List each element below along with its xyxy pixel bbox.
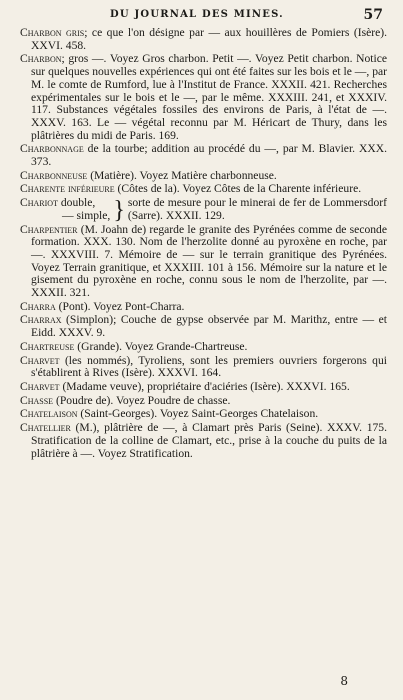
bracket-term-1: double, <box>60 196 96 210</box>
entry-head: Charbon <box>20 52 62 66</box>
entry-text: de la tourbe; addition au procédé du —, par M. Blavier. XXX. 373. <box>31 142 387 169</box>
entry-head: Charvet <box>20 379 60 393</box>
page-number: 57 <box>363 7 383 23</box>
entry-text: (Pont). Voyez Pont-Charra. <box>55 299 185 313</box>
entry-text: (M. Joahn de) regarde le granite des Pyrénées comme de seconde formation. XXX. 130. Nom de l'herzolite donné au pyroxène en roche, par —. XXXVIII. 7. Mémoire de — sur le terrain granitique des Pyrénées. Voyez Terrain granitique, et XXXIII. 101 à 156. Mémoire sur la nature et le gisement du pyroxène en roche, connu sous le nom de l'herzolite, par —. XXXII. 321. <box>31 222 387 300</box>
entry-head: Chartreuse <box>20 339 75 353</box>
entry-text: (M.), plâtrière de —, à Clamart près Paris (Seine). XXXV. 175. Stratification de la colline de Clamart, etc., prise à la couche du puits de la plâtrière à —. Voyez Stratification. <box>31 421 387 460</box>
entry-text: (Grande). Voyez Grande-Chartreuse. <box>74 339 248 353</box>
index-entry <box>20 183 387 196</box>
index-entry <box>20 341 387 354</box>
entry-head: Charvet <box>20 353 60 367</box>
index-entry <box>20 422 387 460</box>
index-entry <box>20 224 387 300</box>
entry-text: ; gros —. Voyez Gros charbon. Petit —. Voyez Petit charbon. Notice sur quelques nouvelles expériences qui ont été faites sur les bois et le —, par M. le comte de Rumford, lue à l'Institut de France. XXXII. 421. Recherches expérimentales sur le bois et le —, par le même. XXXIII. 241, et XXXIV. 117. Substances végétales fossiles des environs de Paris, à l'état de —. XXXV. 163. Le — végétal reconnu par M. Héricart de Thury, dans les plâtrières du midi de Paris. 169. <box>31 52 387 142</box>
index-entry <box>20 395 387 408</box>
entry-text: sorte de mesure pour le minerai de fer de Lommersdorf (Sarre). XXXII. 129. <box>127 196 387 222</box>
entry-text: (Madame veuve), propriétaire d'aciéries (Isère). XXXVI. 165. <box>59 379 350 393</box>
entry-text: (Matière). Voyez Matière charbonneuse. <box>87 168 277 182</box>
index-entry <box>20 314 387 339</box>
entry-head: Charbon gris <box>20 26 85 39</box>
entry-text: (les nommés), Tyroliens, sont les premiers ouvriers forgerons qui s'établirent à Rives (Isère). XXXVI. 164. <box>31 353 387 380</box>
index-entry <box>20 143 387 168</box>
curly-brace-icon: } <box>113 196 125 224</box>
page-header <box>0 7 403 25</box>
entry-text: (Simplon); Couche de gypse observée par M. Marithz, entre — et Eidd. XXXV. 9. <box>31 313 387 340</box>
entry-head: Chatelaison <box>20 407 78 421</box>
index-entry <box>20 355 387 380</box>
entry-head: Charente inférieure <box>20 182 115 196</box>
entry-head: Charra <box>20 299 56 313</box>
entry-head: Charrax <box>20 313 62 327</box>
entry-text: (Côtes de la). Voyez Côtes de la Charente inférieure. <box>114 182 362 196</box>
index-entry <box>20 27 387 52</box>
entry-head: Charbonneuse <box>20 168 88 182</box>
bracket-term-2: — simple, <box>62 208 111 222</box>
index-entry <box>20 301 387 314</box>
entry-text: ; ce que l'on désigne par — aux houillères de Pomiers (Isère). XXVI. 458. <box>31 26 387 52</box>
entry-head: Chasse <box>20 393 54 407</box>
index-entry <box>20 53 387 142</box>
entry-head: Chatellier <box>20 421 71 435</box>
index-entry <box>20 381 387 394</box>
index-entry <box>20 170 387 183</box>
entry-head: Charpentier <box>20 222 78 236</box>
index-entry-bracketed <box>20 197 387 222</box>
entry-text: (Poudre de). Voyez Poudre de chasse. <box>53 393 231 407</box>
running-title: DU JOURNAL DES MINES. <box>110 9 284 20</box>
entry-head: Chariot <box>20 196 58 210</box>
entry-head: Charbonnage <box>20 142 84 156</box>
index-entry <box>20 408 387 421</box>
bracket-terms <box>20 197 110 222</box>
signature-mark: 8 <box>340 674 348 688</box>
entry-text: (Saint-Georges). Voyez Saint-Georges Chatelaison. <box>77 407 319 421</box>
index-entries <box>20 27 387 461</box>
